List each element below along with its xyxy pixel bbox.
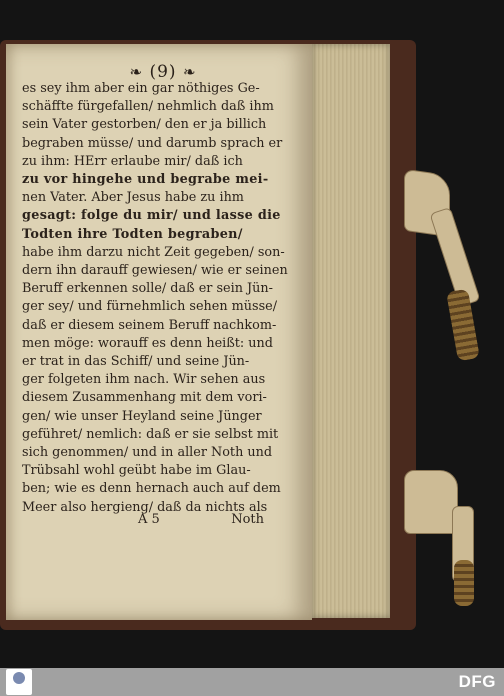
lower-metal-clasp [454, 560, 474, 606]
text-line: sein Vater gestorben/ den er ja billich [22, 117, 267, 133]
dfg-logo: DFG [458, 672, 496, 691]
fleuron-left-icon: ❧ [129, 63, 144, 81]
text-line: gesagt: folge du mir/ und lasse die [22, 208, 281, 224]
text-line: ger sey/ und fürnehmlich sehen müsse/ [22, 299, 278, 315]
text-line: Todten ihre Todten begraben/ [22, 226, 243, 242]
fleuron-right-icon: ❧ [182, 63, 197, 81]
page-footer [22, 512, 264, 532]
catchword: Noth [231, 512, 264, 527]
text-line: Beruff erkennen solle/ daß er sein Jün- [22, 281, 273, 297]
text-line: Trübsahl wohl geübt habe im Glau- [22, 463, 251, 479]
text-line: er trat in das Schiff/ und seine Jün- [22, 354, 250, 370]
text-line: Meer also hergieng/ daß da nichts als [22, 499, 268, 515]
text-line: men möge: worauff es denn heißt: und [22, 335, 273, 351]
page-block-edge [312, 44, 390, 618]
viewer-footer-bar [0, 668, 504, 696]
text-line: habe ihm darzu nicht Zeit gegeben/ son- [22, 244, 285, 260]
text-line: ger folgeten ihm nach. Wir sehen aus [22, 372, 266, 388]
text-line: sich genommen/ und in aller Noth und [22, 445, 273, 461]
text-line: begraben müsse/ und darumb sprach er [22, 135, 283, 151]
text-line: dern ihn darauff gewiesen/ wie er seinen [22, 263, 288, 279]
text-line: daß er diesem seinem Beruff nachkom- [22, 317, 277, 333]
text-line: ben; wie es denn hernach auch auf dem [22, 481, 281, 497]
franckesche-stiftungen-logo [6, 669, 32, 695]
signature-mark: A 5 [138, 512, 160, 527]
page-number: (9) [149, 62, 177, 82]
text-line: zu ihm: HErr erlaube mir/ daß ich [22, 153, 243, 169]
lower-clasp-strap [404, 470, 458, 534]
page-header [60, 62, 266, 82]
text-line: geführet/ nemlich: daß er sie selbst mit [22, 426, 279, 442]
page-body-text [22, 80, 288, 517]
text-line: zu vor hingehe und begrabe mei- [22, 172, 269, 188]
text-line: diesem Zusammenhang mit dem vori- [22, 390, 267, 406]
institution-emblem-icon [13, 672, 25, 684]
text-line: gen/ wie unser Heyland seine Jünger [22, 408, 262, 424]
text-line: nen Vater. Aber Jesus habe zu ihm [22, 190, 244, 206]
text-line: es sey ihm aber ein gar nöthiges Ge- [22, 81, 260, 96]
text-line: schäffte fürgefallen/ nehmlich daß ihm [22, 99, 274, 115]
